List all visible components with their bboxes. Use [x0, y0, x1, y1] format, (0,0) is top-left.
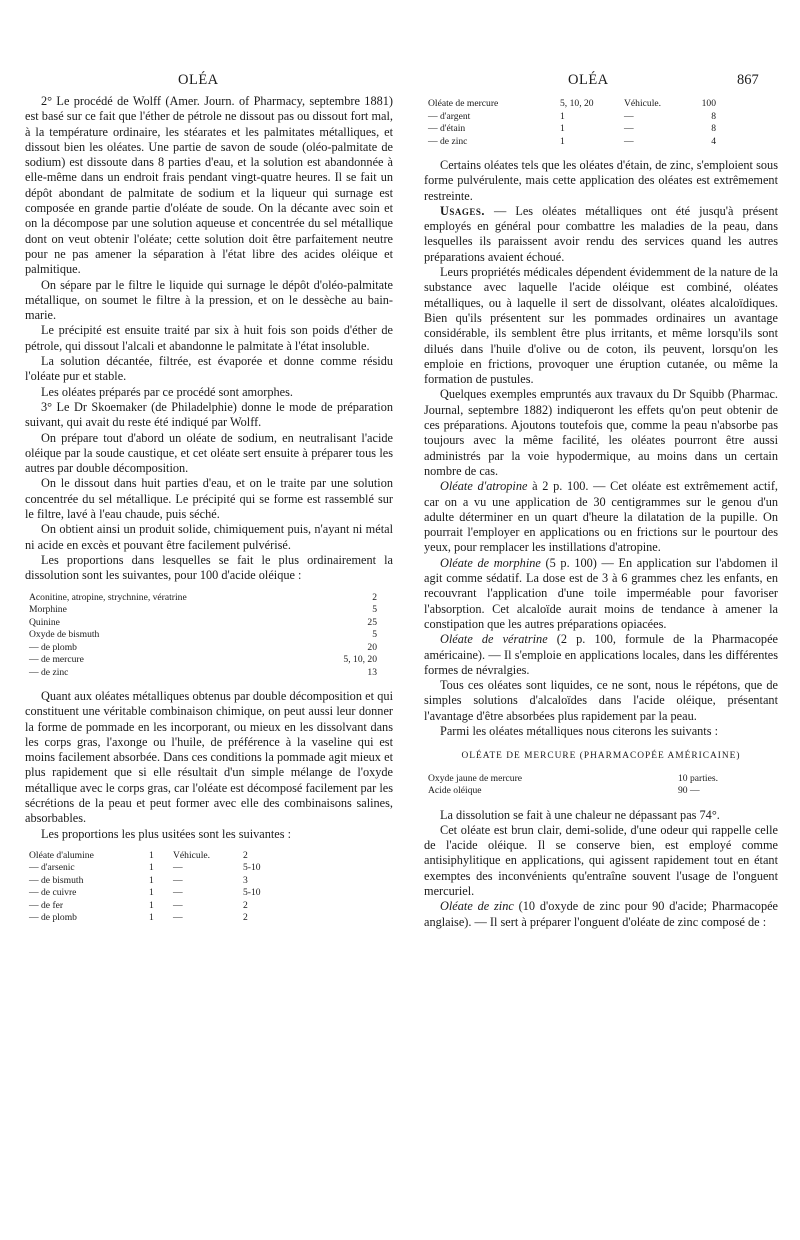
proportions-table-alkaloids [29, 592, 377, 680]
table-row [428, 785, 748, 798]
running-head-right: OLÉA [568, 72, 609, 88]
row-label: Oléate de mercure [428, 98, 499, 109]
entry-title: Oléate d'atropine [440, 479, 528, 494]
row-value: 13 [367, 666, 377, 678]
row-value: 5-10 [243, 862, 261, 874]
right-column [424, 94, 778, 930]
table-row [29, 850, 283, 863]
paragraph-text: (2 p. 100, formule de la Pharmacopée américaine). — Il s'emploie en applications locales, dans les différentes formes de névralgies. [424, 632, 779, 677]
row-label: Morphine [29, 604, 67, 615]
paragraph: Quelques exemples empruntés aux travaux du Dr Squibb (Pharmac. Journal, septembre 1882) indiqueront les effets qu'on peut obtenir de ces préparations. Ajoutons toutefois que, comme la peau n'absorbe pas toujours avec la même facilité, les oléates pourront être aussi administrés par la voie hypodermique, au moins dans un certain nombre de cas. [424, 387, 778, 478]
paragraph: Quant aux oléates métalliques obtenus par double décomposition et qui constituent une véritable combinaison chimique, on peut aussi leur donner la forme de pommade en les incorporant, ou mieux en les dissolvant dans les corps gras, l'axonge ou l'huile, de préférence à la vaseline qui est moins facilement absorbée. Dans ces conditions la pommade agit mieux et plus rapidement que si elle résultait d'un simple mélange de l'oxyde métallique avec le corps gras, car l'oléate est décomposé facilement par les sécrétions de la peau et peut former avec elle des combinaisons salines, absorbables. [25, 689, 393, 826]
paragraph: 2° Le procédé de Wolff (Amer. Journ. of Pharmacy, septembre 1881) est basé sur ce fait que l'éther de pétrole ne dissout pas ou dissout fort mal, à la température ordinaire, les stéarates et les palmitates métalliques, et dissout bien les oléates. Une partie de savon de soude (oléo-palmitate de sodium) est dissoute dans 8 parties d'eau, et la solution est abandonnée à elle-même dans un endroit frais pendant vingt-quatre heures. Il se fait un dépôt abondant de palmitate de sodium et la liqueur qui surnage est composée en grande partie d'oléate de soude. On la décante avec soin et on la décompose par une solution aqueuse et concentrée du sel métallique dont on veut obtenir l'oléate; cette solution doit être parfaitement neutre pour ne pas amener la séparation à l'état libre des acides oléique et palmitique. [25, 94, 393, 277]
row-value: 10 parties. [678, 772, 718, 784]
paragraph: Les proportions dans lesquelles se fait le plus ordinairement la dissolution sont les suivantes, pour 100 d'acide oléique : [25, 552, 393, 583]
row-vehicle: — [173, 887, 183, 899]
paragraph-usages [424, 204, 778, 265]
table-row [29, 862, 283, 875]
table-row [29, 642, 377, 655]
row-value: 25 [367, 616, 377, 628]
row-value: 2 [243, 899, 248, 911]
row-value: 3 [243, 874, 248, 886]
paragraph-morphine [424, 556, 778, 632]
row-label: — de plomb [29, 641, 77, 653]
row-parts: 1 [149, 849, 154, 861]
section-subheading: OLÉATE DE MERCURE (PHARMACOPÉE AMÉRICAINE) [461, 751, 741, 762]
row-label: — de mercure [29, 654, 84, 665]
row-value: 5 [372, 629, 377, 640]
row-parts: 1 [149, 887, 154, 899]
row-vehicle: — [624, 135, 634, 147]
row-value: 20 [367, 641, 377, 653]
proportions-table-metallic-cont [428, 98, 716, 148]
row-value: 5 [372, 604, 377, 615]
paragraph-text: à 2 p. 100. — Cet oléate est extrêmement actif, car on a vu une application de 30 centigrammes sur le genou d'un adulte déterminer en un quart d'heure la dilatation de la pupille. On pourrait l'employer en applications ou en frictions sur le pourtour des yeux, pour remplacer les instillations d'atropine. [424, 479, 778, 555]
paragraph-text: — Les oléates métalliques ont été jusqu'à présent employés en général pour combattre les maladies de la peau, dans lesquelles ils paraissent avoir rendu des services quand les autres préparations avaient échoué. [424, 203, 778, 264]
row-vehicle: — [173, 912, 183, 924]
row-value: 2 [243, 849, 248, 861]
row-value: 8 [711, 110, 716, 122]
row-vehicle: Véhicule. [624, 98, 662, 109]
paragraph: Tous ces oléates sont liquides, ce ne sont, nous le répétons, que de simples solutions d'alcaloïdes dans l'acide oléique, présentant l'avantage d'être absorbées plus rapidement par la peau. [424, 678, 778, 723]
running-head-left: OLÉA [178, 72, 219, 88]
row-value: 8 [711, 123, 716, 134]
row-vehicle: — [173, 862, 183, 874]
row-vehicle: Véhicule. [173, 849, 211, 861]
row-parts: 1 [149, 912, 154, 924]
row-label: Aconitine, atropine, strychnine, vératrine [29, 591, 187, 603]
table-row [29, 654, 377, 667]
paragraph: Certains oléates tels que les oléates d'étain, de zinc, s'emploient sous forme pulvérulente, mais cette application des oléates est extrêmement restreinte. [424, 158, 778, 203]
row-parts: 1 [149, 874, 154, 886]
table-row [29, 875, 283, 888]
entry-title: Oléate de vératrine [440, 632, 548, 647]
row-value: 2 [372, 591, 377, 603]
table-row [428, 136, 716, 149]
paragraph: On obtient ainsi un produit solide, chimiquement puis, n'ayant ni métal ni acide en excès et pouvant être facilement pulvérisé. [25, 522, 393, 552]
row-label: — de zinc [428, 135, 468, 147]
paragraph-text: (5 p. 100) — En application sur l'abdomen il agit comme sédatif. La dose est de 3 à 6 grammes chez les enfants, en recouvrant l'application d'une toile imperméable pour favoriser l'absorption. Cet alcaloïde aurait moins de tendance à amener la constipation que les autres préparations opiacées. [424, 555, 778, 631]
entry-title: Oléate de zinc [440, 899, 514, 914]
table-row [428, 773, 748, 786]
table-row [29, 617, 377, 630]
table-row [428, 111, 716, 124]
mercury-oleate-formula [428, 773, 748, 798]
row-value: 2 [243, 912, 248, 924]
row-vehicle: — [173, 874, 183, 886]
entry-title: Oléate de morphine [440, 555, 541, 570]
row-value: 4 [711, 135, 716, 147]
paragraph: Les proportions les plus usitées sont les suivantes : [41, 826, 292, 841]
paragraph-text: (10 d'oxyde de zinc pour 90 d'acide; Pharmacopée anglaise). — Il sert à préparer l'onguent d'oléate de zinc composé de : [424, 899, 779, 929]
row-value: 100 [701, 98, 716, 109]
row-parts: 1 [560, 110, 565, 122]
row-value: 5-10 [243, 887, 261, 899]
row-label: Oxyde de bismuth [29, 629, 100, 640]
left-column [25, 94, 393, 935]
row-label: — de plomb [29, 912, 77, 924]
paragraph: On le dissout dans huit parties d'eau, et on le traite par une solution concentrée du sel métallique. Le précipité qui se forme est rassemblé sur le filtre, lavé à l'eau chaude, puis séché. [25, 476, 393, 522]
table-row [29, 629, 377, 642]
paragraph: Les oléates préparés par ce procédé sont amorphes. [41, 384, 293, 399]
table-row [428, 98, 716, 111]
row-value: 90 — [678, 785, 700, 797]
row-label: — de cuivre [29, 887, 77, 899]
paragraph: La solution décantée, filtrée, est évaporée et donne comme résidu l'oléate pur et stable. [25, 354, 393, 384]
usages-label: Usages. [440, 203, 485, 218]
row-label: — de bismuth [29, 874, 84, 886]
paragraph: 3° Le Dr Skoemaker (de Philadelphie) donne le mode de préparation suivant, qui avait du reste été indiqué par Wolff. [25, 399, 393, 430]
row-value: 5, 10, 20 [343, 654, 377, 665]
table-row [29, 912, 283, 925]
row-parts: 1 [560, 135, 565, 147]
row-parts: 1 [560, 123, 565, 134]
page-number: 867 [737, 72, 759, 88]
row-label: — de zinc [29, 666, 69, 678]
row-vehicle: — [624, 123, 634, 134]
paragraph: On prépare tout d'abord un oléate de sodium, en neutralisant l'acide oléique par la soude caustique, et cet oléate sert ensuite à préparer tous les autres par double décomposition. [25, 430, 393, 476]
row-label: — d'arsenic [29, 862, 75, 874]
row-label: — d'étain [428, 123, 466, 134]
paragraph-veratrine [424, 632, 778, 678]
table-row [29, 667, 377, 680]
row-label: Quinine [29, 616, 60, 628]
paragraph: Le précipité est ensuite traité par six à huit fois son poids d'éther de pétrole, qui dissout l'alcali et abandonne le palmitate à l'état insoluble. [25, 323, 393, 353]
paragraph: La dissolution se fait à une chaleur ne dépassant pas 74°. [440, 807, 720, 822]
table-row [428, 123, 716, 136]
row-vehicle: — [624, 110, 634, 122]
proportions-table-metallic [29, 850, 283, 925]
row-parts: 1 [149, 899, 154, 911]
row-label: — d'argent [428, 110, 471, 122]
paragraph-zinc [424, 899, 778, 930]
paragraph: Leurs propriétés médicales dépendent évidemment de la nature de la substance avec laquelle l'acide oléique est combiné, oléates métalliques, ou à laquelle il sert de dissolvant, oléates alcaloïdiques. Bien qu'ils présentent sur les pommades ordinaires un avantage considérable, ils semblent être plus irritants, et même lorsqu'ils sont dilués dans l'huile d'olive ou de coton, ils peuvent, lorsqu'on les emploie en frictions, provoquer une éruption cutanée, ou même la formation de pustules. [424, 265, 778, 387]
row-label: Acide oléique [428, 785, 482, 797]
table-row [29, 604, 377, 617]
paragraph-atropine [424, 479, 778, 555]
row-parts: 1 [149, 862, 154, 874]
paragraph: Cet oléate est brun clair, demi-solide, d'une odeur qui rappelle celle de l'acide oléique. Il se conserve bien, est employé comme antisiphylitique en applications, qui agissent rapidement tout en étant exemptes des inconvénients qu'entraîne souvent l'usage de l'onguent mercuriel. [424, 822, 778, 899]
row-label: — de fer [29, 899, 64, 911]
paragraph: On sépare par le filtre le liquide qui surnage le dépôt d'oléo-palmitate métallique, on soumet le filtre à la pression, et on le dessèche au bain-marie. [25, 277, 393, 323]
paragraph: Parmi les oléates métalliques nous citerons les suivants : [440, 723, 718, 738]
row-label: Oxyde jaune de mercure [428, 772, 523, 784]
table-row [29, 900, 283, 913]
row-label: Oléate d'alumine [29, 849, 94, 861]
row-parts: 5, 10, 20 [560, 98, 594, 109]
row-vehicle: — [173, 899, 183, 911]
table-row [29, 887, 283, 900]
table-row [29, 592, 377, 605]
